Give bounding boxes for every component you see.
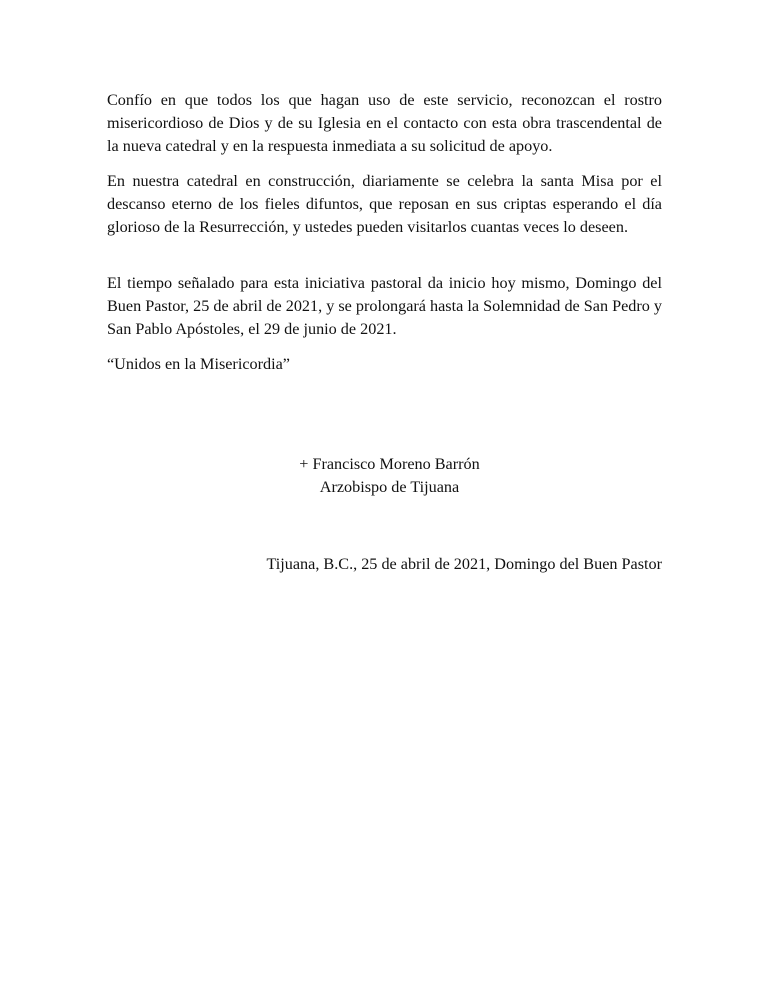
paragraph-mass: En nuestra catedral en construcción, diariamente se celebra la santa Misa por el descanso eterno de los fieles difuntos, que reposan en sus criptas esperando el día glorioso de la Resurrección, y ustedes pueden visitarlos cuantas veces lo deseen. bbox=[107, 172, 662, 237]
signature-title: Arzobispo de Tijuana bbox=[319, 478, 460, 496]
motto: “Unidos en la Misericordia” bbox=[107, 355, 290, 373]
signature-name: + Francisco Moreno Barrón bbox=[299, 455, 480, 473]
place-date: Tijuana, B.C., 25 de abril de 2021, Domingo del Buen Pastor bbox=[266, 555, 662, 573]
paragraph-period: El tiempo señalado para esta iniciativa pastoral da inicio hoy mismo, Domingo del Buen Pastor, 25 de abril de 2021, y se prolongará hasta la Solemnidad de San Pedro y San Pablo Apóstoles, el 29 de junio de 2021. bbox=[107, 274, 663, 339]
paragraph-trust: Confío en que todos los que hagan uso de este servicio, reconozcan el rostro misericordioso de Dios y de su Iglesia en el contacto con esta obra trascendental de la nueva catedral y en la respuesta inmediata a su solicitud de apoyo. bbox=[107, 91, 662, 156]
